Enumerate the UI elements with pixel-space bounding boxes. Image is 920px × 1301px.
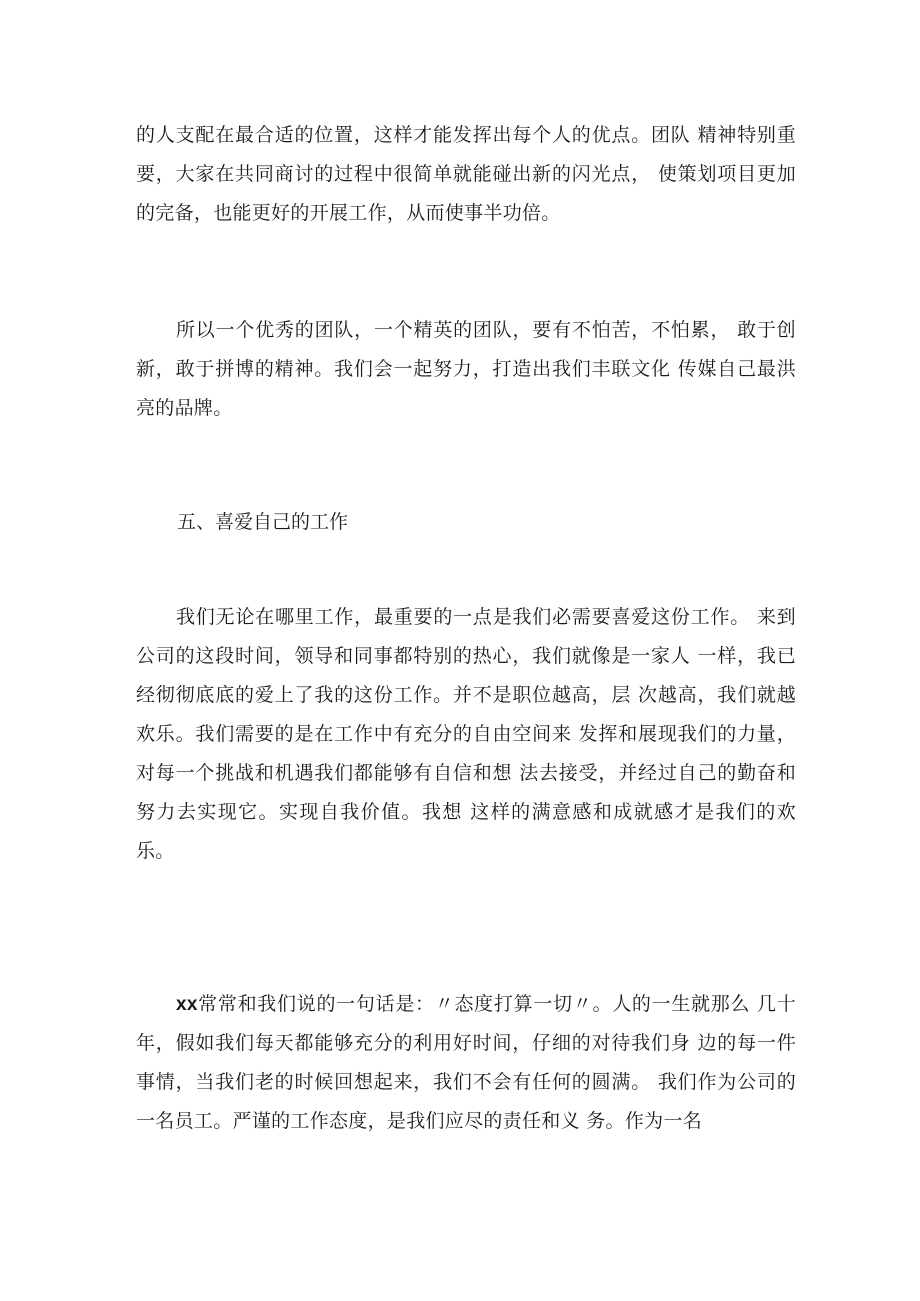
paragraph-love-work: 我们无论在哪里工作，最重要的一点是我们必需要喜爱这份工作。 来到公司的这段时间，领导和同事都特别的热心，我们就像是一家人 一样，我已经彻彻底底的爱上了我的这份工作。并不是职位越高，层 次越高，我们就越欢乐。我们需要的是在工作中有充分的自由空间来 发挥和展现我们的力量，对每一个挑战和机遇我们都能够有自信和想 法去接受，并经过自己的勤奋和努力去实现它。实现自我价值。我想 这样的满意感和成就感才是我们的欢乐。 bbox=[136, 606, 796, 862]
paragraph-excellent-team: 所以一个优秀的团队，一个精英的团队，要有不怕苦，不怕累， 敢于创新，敢于拼博的精神。我们会一起努力，打造出我们丰联文化 传媒自己最洪亮的品牌。 bbox=[136, 319, 796, 419]
paragraph-attitude bbox=[136, 985, 796, 1141]
section-heading-love-work: 五、喜爱自己的工作 bbox=[177, 511, 349, 533]
paragraph-attitude-text: 常常和我们说的一句话是：〃态度打算一切〃。人的一生就那么 几十年，假如我们每天都能够充分的利用好时间，仔细的对待我们身 边的每一件事情，当我们老的时候回想起来，我们不会有任何的圆满。 我们作为公司的一名员工。严谨的工作态度，是我们应尽的责任和义 务。作为一名 bbox=[136, 993, 796, 1132]
lead-placeholder-name: xx bbox=[176, 994, 198, 1015]
paragraph-team-spirit: 的人支配在最合适的位置，这样才能发挥出每个人的优点。团队 精神特别重要，大家在共同商讨的过程中很简单就能碰出新的闪光点， 使策划项目更加的完备，也能更好的开展工作，从而使事半功倍。 bbox=[136, 124, 796, 224]
